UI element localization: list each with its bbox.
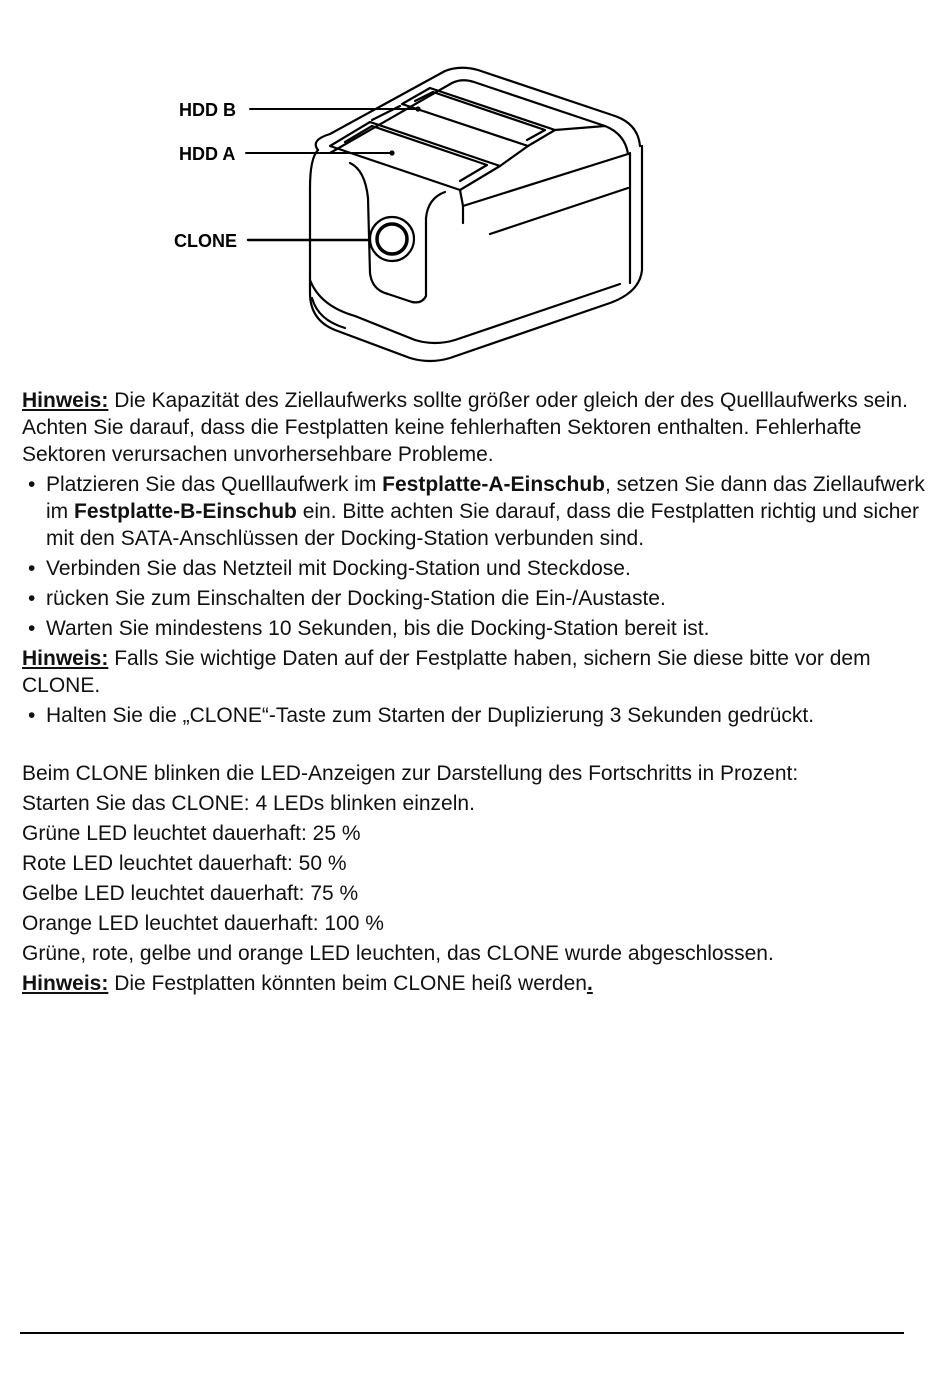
- label-clone: CLONE: [174, 231, 237, 251]
- step-text-part: , setzen Sie dann das Ziellaufwerk im: [46, 473, 925, 523]
- clone-step-list: [22, 702, 937, 729]
- note-text: Die Kapazität des Ziellaufwerks sollte größer oder gleich der des Quelllaufwerks sein. Achten Sie darauf, dass die Festplatten keine fehlerhaften Sektoren enthalten. Fehlerhafte Sektoren verursachen unvorhersehbare Probleme.: [22, 389, 908, 466]
- list-item: [22, 615, 937, 642]
- note-text: Die Festplatten könnten beim CLONE heiß werden: [108, 972, 587, 995]
- step-text: [46, 471, 937, 552]
- led-line: Grüne, rote, gelbe und orange LED leuchten, das CLONE wurde abgeschlossen.: [22, 942, 774, 965]
- led-line: Grüne LED leuchtet dauerhaft: 25 %: [22, 822, 361, 845]
- note-capacity: [22, 387, 937, 468]
- note-heat: [22, 969, 937, 999]
- bullet-icon: •: [28, 587, 36, 610]
- instructions-body: [22, 387, 937, 999]
- bullet-icon: •: [28, 704, 36, 727]
- led-status-list: [22, 759, 937, 999]
- footer-divider: [20, 1332, 904, 1334]
- led-line: Gelbe LED leuchtet dauerhaft: 75 %: [22, 882, 359, 905]
- docking-station-figure: [160, 58, 660, 368]
- note-text: Falls Sie wichtige Daten auf der Festplatte haben, sichern Sie diese bitte vor dem CLONE.: [22, 647, 871, 697]
- note-tail: .: [586, 972, 593, 995]
- list-item: [22, 471, 937, 552]
- step-text-part: ein. Bitte achten Sie darauf, dass die Festplatten richtig und sicher mit den SATA-Anschlüssen der Docking-Station verbunden sind.: [46, 500, 920, 550]
- note-label: Hinweis:: [22, 972, 109, 995]
- bullet-icon: •: [28, 557, 36, 580]
- list-item: [22, 702, 937, 729]
- step-text: Warten Sie mindestens 10 Sekunden, bis die Docking-Station bereit ist.: [46, 617, 710, 640]
- docking-station-illustration: [160, 58, 660, 368]
- led-line: Beim CLONE blinken die LED-Anzeigen zur Darstellung des Fortschritts in Prozent:: [22, 762, 799, 785]
- step-text: Verbinden Sie das Netzteil mit Docking-Station und Steckdose.: [46, 557, 631, 580]
- slot-b-term: Festplatte-B-Einschub: [74, 500, 297, 523]
- note-backup: [22, 645, 937, 699]
- list-item: [22, 585, 937, 612]
- bullet-icon: •: [28, 473, 36, 496]
- setup-steps-list: [22, 471, 937, 642]
- label-hdd-a: HDD A: [179, 144, 236, 164]
- list-item: [22, 555, 937, 582]
- step-text-part: Platzieren Sie das Quelllaufwerk im: [46, 473, 383, 496]
- note-label: Hinweis:: [22, 389, 109, 412]
- led-line: Starten Sie das CLONE: 4 LEDs blinken einzeln.: [22, 792, 475, 815]
- label-hdd-b: HDD B: [179, 100, 236, 120]
- step-text: Halten Sie die „CLONE“-Taste zum Starten der Duplizierung 3 Sekunden gedrückt.: [46, 704, 815, 727]
- note-label: Hinweis:: [22, 647, 109, 670]
- spacer: [22, 732, 937, 759]
- led-line: Orange LED leuchtet dauerhaft: 100 %: [22, 912, 384, 935]
- led-line: Rote LED leuchtet dauerhaft: 50 %: [22, 852, 347, 875]
- slot-a-term: Festplatte-A-Einschub: [382, 473, 606, 496]
- step-text: rücken Sie zum Einschalten der Docking-Station die Ein-/Austaste.: [46, 587, 666, 610]
- bullet-icon: •: [28, 617, 36, 640]
